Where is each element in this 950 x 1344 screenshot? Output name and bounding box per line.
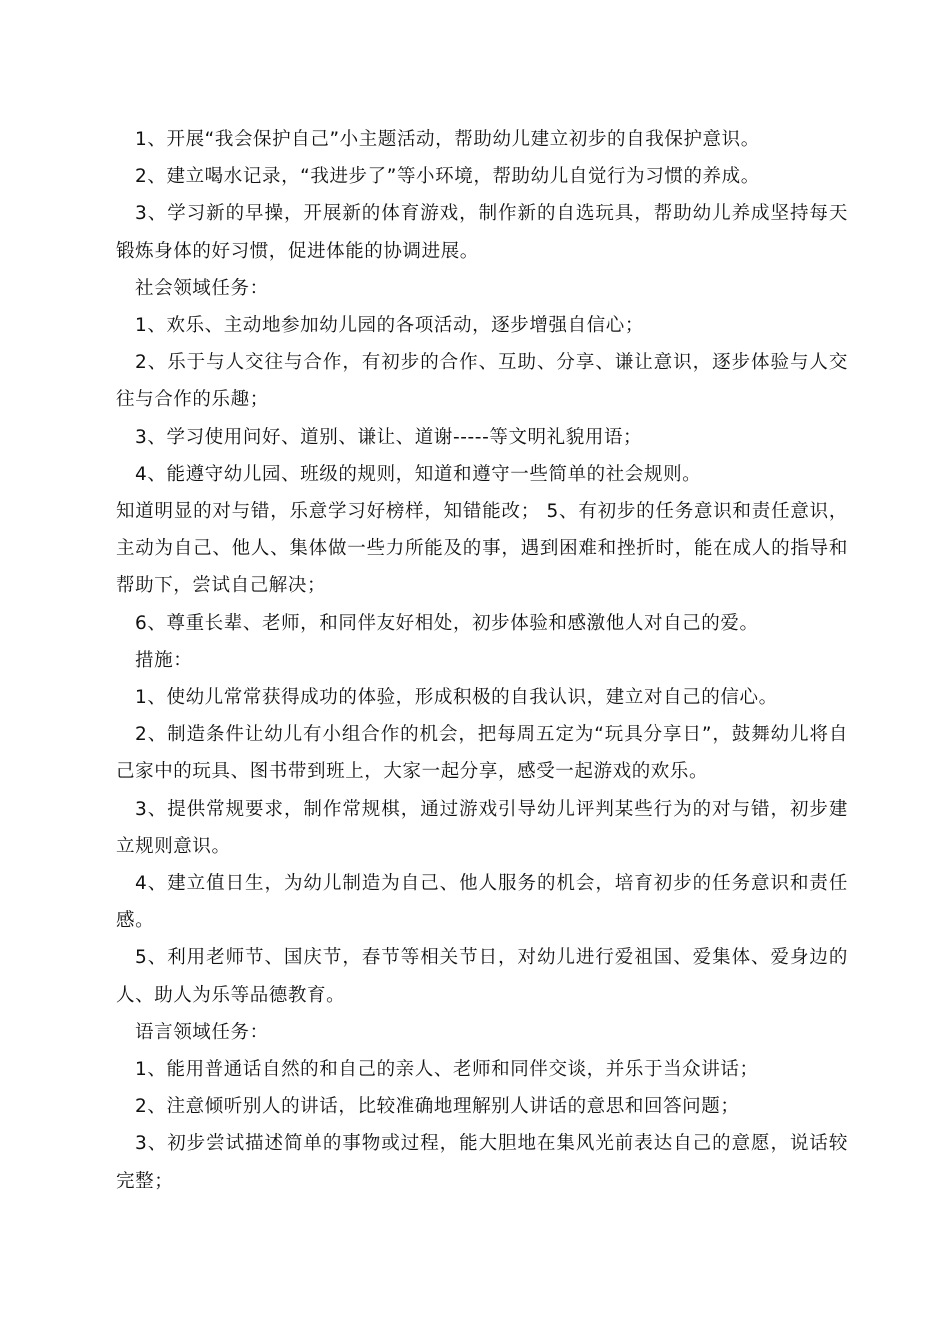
paragraph-measure-3: 3、提供常规要求，制作常规棋，通过游戏引导幼儿评判某些行为的对与错，初步建立规则意识。: [116, 798, 848, 857]
heading-social-tasks: 社会领域任务：: [135, 277, 269, 299]
paragraph-health-task-2: 2、建立喝水记录，“我进步了”等小环境，帮助幼儿自觉行为习惯的养成。: [135, 166, 760, 188]
paragraph-health-task-3: 3、学习新的早操，开展新的体育游戏，制作新的自选玩具，帮助幼儿养成坚持每天锻炼身体的好习惯，促进体能的协调进展。: [116, 203, 848, 262]
paragraph-measure-2: 2、制造条件让幼儿有小组合作的机会，把每周五定为“玩具分享日”，鼓舞幼儿将自己家中的玩具、图书带到班上，大家一起分享，感受一起游戏的欢乐。: [116, 724, 848, 783]
paragraph-social-task-6: 6、尊重长辈、老师，和同伴友好相处，初步体验和感激他人对自己的爱。: [135, 612, 759, 634]
paragraph-social-task-4: 4、能遵守幼儿园、班级的规则，知道和遵守一些简单的社会规则。: [135, 463, 702, 485]
document-body: [116, 121, 848, 1200]
paragraph-language-task-1: 1、能用普通话自然的和自己的亲人、老师和同伴交谈，并乐于当众讲话；: [135, 1059, 759, 1081]
paragraph-social-task-3: 3、学习使用问好、道别、谦让、道谢-----等文明礼貌用语；: [135, 426, 643, 448]
paragraph-health-task-1: 1、开展“我会保护自己”小主题活动，帮助幼儿建立初步的自我保护意识。: [135, 129, 760, 150]
paragraph-language-task-3: 3、初步尝试描述简单的事物或过程，能大胆地在集风光前表达自己的意愿，说话较完整；: [116, 1133, 848, 1192]
paragraph-social-task-2: 2、乐于与人交往与合作，有初步的合作、互助、分享、谦让意识，逐步体验与人交往与合作的乐趣；: [116, 352, 848, 411]
paragraph-measure-4: 4、建立值日生，为幼儿制造为自己、他人服务的机会，培育初步的任务意识和责任感。: [116, 873, 848, 932]
paragraph-measure-1: 1、使幼儿常常获得成功的体验，形成积极的自我认识，建立对自己的信心。: [135, 687, 778, 709]
paragraph-social-task-5: 知道明显的对与错，乐意学习好榜样，知错能改； 5、有初步的任务意识和责任意识，主动为自己、他人、集体做一些力所能及的事，遇到困难和挫折时，能在成人的指导和帮助下，尝试自己解决；: [116, 501, 848, 597]
paragraph-social-task-1: 1、欢乐、主动地参加幼儿园的各项活动，逐步增强自信心；: [135, 315, 644, 337]
paragraph-language-task-2: 2、注意倾听别人的讲话，比较准确地理解别人讲话的意思和回答问题；: [135, 1096, 740, 1118]
heading-language-tasks: 语言领域任务：: [135, 1021, 269, 1043]
heading-measures: 措施：: [135, 649, 193, 671]
paragraph-measure-5: 5、利用老师节、国庆节，春节等相关节日，对幼儿进行爱祖国、爱集体、爱身边的人、助人为乐等品德教育。: [116, 947, 848, 1006]
